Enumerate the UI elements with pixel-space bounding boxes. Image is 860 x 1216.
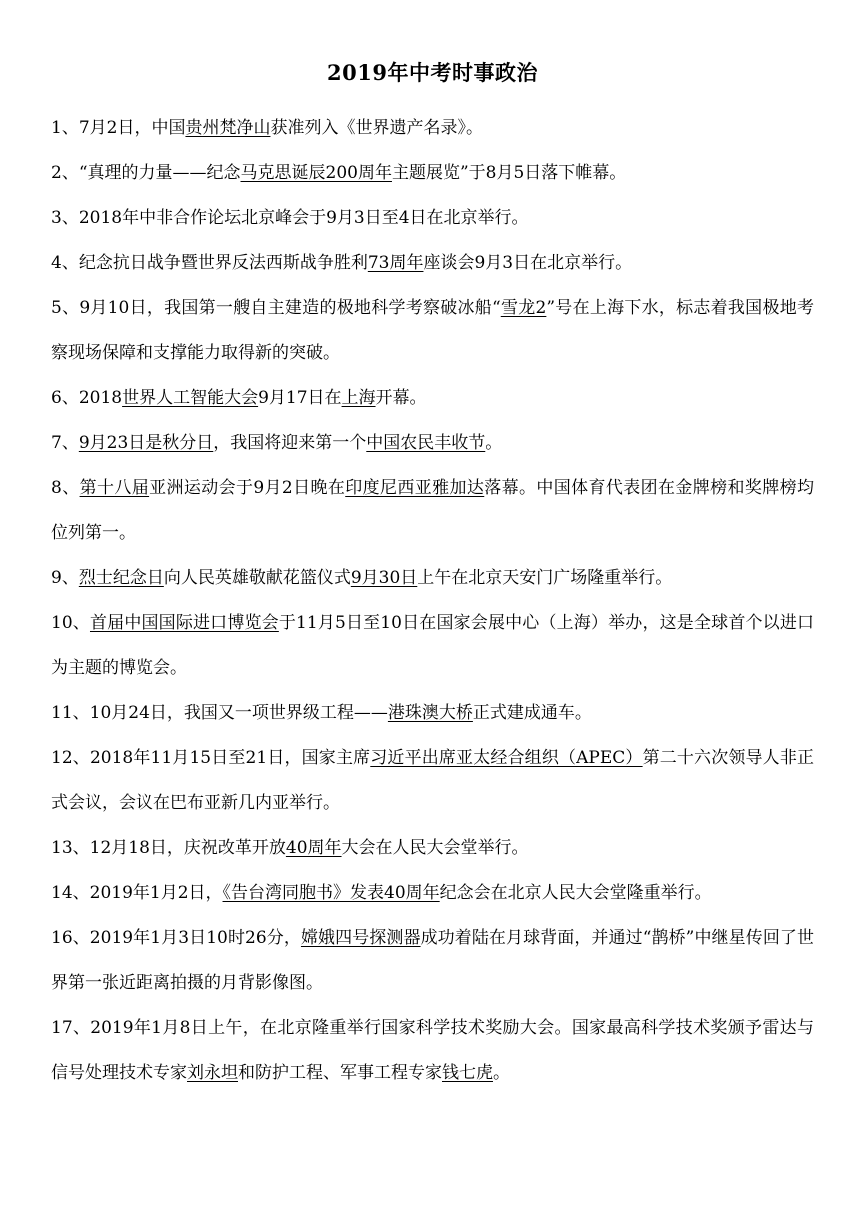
item-text: 。: [493, 1063, 510, 1083]
item-text: 4、纪念抗日战争暨世界反法西斯战争胜利: [51, 253, 368, 273]
item-text: 亚洲运动会于9月2日晚在: [149, 478, 346, 498]
item-text: 17、2019年1月8日上午，在北京隆重举行国家科学技术奖励大会。国家最高科学技术奖颁予雷达与信号处理技术专家: [51, 1018, 814, 1083]
news-item: [51, 736, 814, 826]
item-text: 1、7月2日，中国: [51, 118, 186, 138]
item-text: 主题展览”于8月5日落下帷幕。: [391, 163, 627, 183]
item-text: 座谈会9月3日在北京举行。: [423, 253, 633, 273]
news-item: [51, 286, 814, 376]
news-item: [51, 196, 814, 241]
news-item: [51, 826, 814, 871]
news-item: [51, 106, 814, 151]
news-item: [51, 421, 814, 466]
item-text: 5、9月10日，我国第一艘自主建造的极地科学考察破冰船“: [51, 298, 501, 318]
item-text: 10、: [51, 613, 90, 633]
item-text: 正式建成通车。: [472, 703, 592, 723]
item-text: 13、12月18日，庆祝改革开放: [51, 838, 286, 858]
item-text: 11、10月24日，我国又一项世界级工程——: [51, 703, 388, 723]
item-text: 6、2018: [51, 388, 123, 408]
news-item-list: [51, 106, 814, 1096]
underlined-keyword: 上海: [341, 388, 376, 408]
news-item: [51, 556, 814, 601]
item-text: ，我国将迎来第一个: [213, 433, 367, 453]
item-text: 2、“真理的力量——纪念: [51, 163, 241, 183]
item-text: 16、2019年1月3日10时26分，: [51, 928, 301, 948]
underlined-keyword: 港珠澳大桥: [387, 703, 473, 723]
underlined-keyword: 习近平出席亚太经合组织（APEC）: [370, 748, 643, 768]
news-item: [51, 691, 814, 736]
underlined-keyword: 印度尼西亚雅加达: [345, 478, 485, 498]
underlined-keyword: 9月23日是秋分日: [78, 433, 214, 453]
news-item: [51, 376, 814, 421]
news-item: [51, 466, 814, 556]
underlined-keyword: 钱七虎: [442, 1063, 493, 1083]
underlined-keyword: 首届中国国际进口博览会: [89, 613, 279, 633]
news-item: [51, 241, 814, 286]
news-item: [51, 601, 814, 691]
item-text: 落幕。中国体育代表团在金牌榜和奖牌榜均位列第一。: [51, 478, 815, 543]
document-title: 2019年中考时事政治: [327, 60, 538, 85]
item-text: 3、2018年中非合作论坛北京峰会于9月3日至4日在北京举行。: [51, 208, 529, 228]
underlined-keyword: 9月30日: [350, 568, 418, 588]
underlined-keyword: 世界人工智能大会: [122, 388, 259, 408]
item-text: 于11月5日至10日在国家会展中心（上海）举办，这是全球首个以进口为主题的博览会。: [51, 613, 814, 678]
item-text: 开幕。: [375, 388, 427, 408]
item-text: 7、: [51, 433, 79, 453]
item-text: 9、: [51, 568, 79, 588]
underlined-keyword: 73周年: [367, 253, 424, 273]
item-text: 获准列入《世界遗产名录》。: [270, 118, 483, 138]
item-text: 14、2019年1月2日，: [51, 883, 223, 903]
item-text: 第二十六次领导人非正式会议，会议在巴布亚新几内亚举行。: [51, 748, 814, 813]
item-text: 成功着陆在月球背面，并通过“鹊桥”中继星传回了世界第一张近距离拍摄的月背影像图。: [51, 928, 814, 993]
underlined-keyword: 中国农民丰收节: [366, 433, 486, 453]
underlined-keyword: 雪龙2: [500, 298, 547, 318]
underlined-keyword: 40周年: [285, 838, 342, 858]
underlined-keyword: 马克思诞辰200周年: [240, 163, 392, 183]
underlined-keyword: 《告台湾同胞书》发表40周年: [222, 883, 440, 903]
item-text: 纪念会在北京人民大会堂隆重举行。: [439, 883, 712, 903]
item-text: 上午在北京天安门广场隆重举行。: [417, 568, 673, 588]
item-text: 12、2018年11月15日至21日，国家主席: [51, 748, 371, 768]
underlined-keyword: 烈士纪念日: [78, 568, 164, 588]
underlined-keyword: 刘永坦: [187, 1063, 238, 1083]
item-text: 8、: [51, 478, 80, 498]
underlined-keyword: 嫦娥四号探测器: [300, 928, 421, 948]
news-item: [51, 1006, 814, 1096]
item-text: 。: [485, 433, 503, 453]
news-item: [51, 916, 814, 1006]
underlined-keyword: 贵州梵净山: [185, 118, 271, 138]
item-text: 向人民英雄敬献花篮仪式: [163, 568, 351, 588]
item-text: ”号在上海下水，标志着我国极地考察现场保障和支撑能力取得新的突破。: [51, 298, 814, 363]
item-text: 大会在人民大会堂举行。: [341, 838, 529, 858]
item-text: 9月17日在: [258, 388, 342, 408]
underlined-keyword: 第十八届: [79, 478, 150, 498]
item-text: 和防护工程、军事工程专家: [238, 1063, 442, 1083]
news-item: [51, 871, 814, 916]
news-item: [51, 151, 814, 196]
